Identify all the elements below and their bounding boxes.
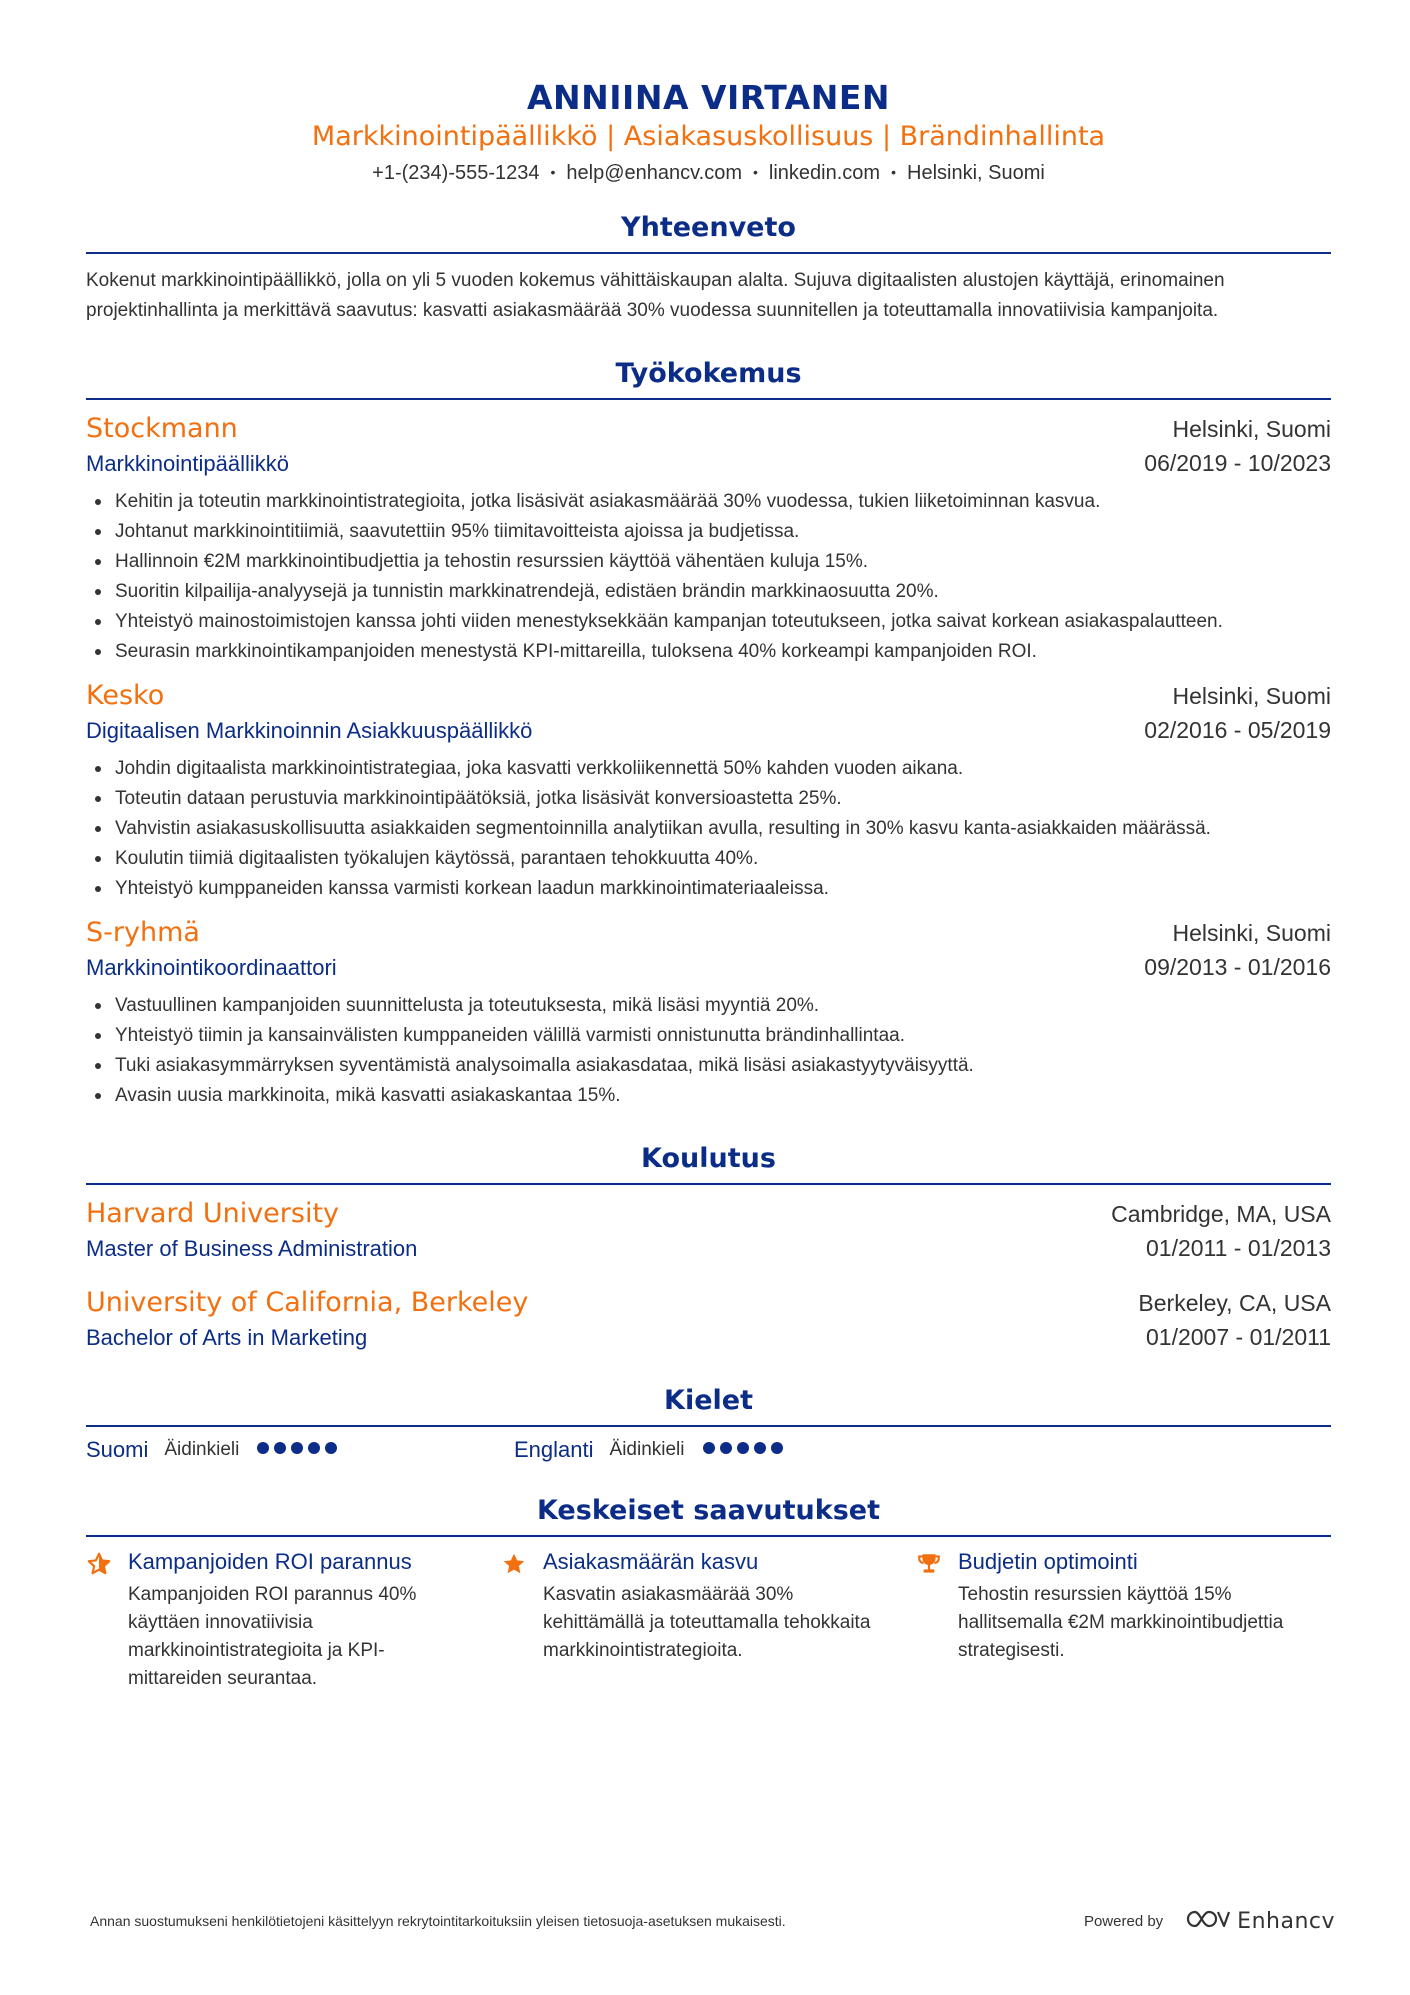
rating-dot xyxy=(325,1442,337,1454)
job-bullets xyxy=(86,754,1331,904)
rating-dot xyxy=(308,1442,320,1454)
achievement-item xyxy=(86,1547,501,1693)
school-name: Harvard University xyxy=(86,1198,340,1229)
rating-dot xyxy=(771,1442,783,1454)
candidate-name: ANNIINA VIRTANEN xyxy=(527,78,890,117)
bullet: Yhteistyö tiimin ja kansainvälisten kumppaneiden välillä varmisti onnistunutta brändinhallintaa. xyxy=(86,1021,1331,1051)
rating-dot xyxy=(754,1442,766,1454)
rating-dot xyxy=(291,1442,303,1454)
enhancv-logo-icon xyxy=(1185,1908,1231,1934)
achievement-description: Kasvatin asiakasmäärää 30% kehittämällä ja toteuttamalla tehokkaita markkinointistrategioita. xyxy=(543,1584,871,1661)
email: help@enhancv.com xyxy=(566,162,743,184)
achievements-section xyxy=(86,1493,1331,1693)
achievement-description: Kampanjoiden ROI parannus 40% käyttäen innovatiivisia markkinointistrategioita ja KPI-mittareiden seurantaa. xyxy=(128,1584,417,1689)
school-location: Cambridge, MA, USA xyxy=(1111,1201,1331,1227)
experience-section xyxy=(86,356,1331,1111)
job-role: Markkinointikoordinaattori xyxy=(86,955,337,980)
bullet: Vastuullinen kampanjoiden suunnittelusta ja toteutuksesta, mikä lisäsi myyntiä 20%. xyxy=(86,991,1331,1021)
bullet: Suoritin kilpailija-analyysejä ja tunnistin markkinatrendejä, edistäen brändin markkinaosuutta 20%. xyxy=(86,577,1331,607)
brand-name: Enhancv xyxy=(1237,1908,1335,1934)
language-item xyxy=(86,1437,514,1463)
achievement-title: Budjetin optimointi xyxy=(958,1549,1138,1574)
section-title-experience: Työkokemus xyxy=(86,356,1331,400)
bullet: Johdin digitaalista markkinointistrategiaa, joka kasvatti verkkoliikennettä 50% kahden vuoden aikana. xyxy=(86,754,1331,784)
company-name: Kesko xyxy=(86,680,165,711)
bullet: Toteutin dataan perustuvia markkinointipäätöksiä, jotka lisäsivät konversioastetta 25%. xyxy=(86,784,1331,814)
education-entry xyxy=(86,1284,1331,1353)
powered-by xyxy=(1084,1908,1335,1934)
contact-line xyxy=(86,157,1331,188)
resume-page xyxy=(86,78,1331,1693)
bullet: Yhteistyö mainostoimistojen kanssa johti viiden menestyksekkään kampanjan toteutukseen, jotka saivat korkean asiakaspalautteen. xyxy=(86,607,1331,637)
education-entry xyxy=(86,1195,1331,1264)
language-rating xyxy=(703,1441,788,1459)
job-role: Markkinointipäällikkö xyxy=(86,451,289,476)
rating-dot xyxy=(720,1442,732,1454)
separator: • xyxy=(550,164,556,180)
achievement-title: Asiakasmäärän kasvu xyxy=(543,1549,759,1574)
job-bullets xyxy=(86,487,1331,667)
location: Helsinki, Suomi xyxy=(907,162,1045,184)
company-name: S-ryhmä xyxy=(86,917,200,948)
bullet: Yhteistyö kumppaneiden kanssa varmisti korkean laadun markkinointimateriaaleissa. xyxy=(86,874,1331,904)
rating-dot xyxy=(257,1442,269,1454)
bullet: Koulutin tiimiä digitaalisten työkalujen käytössä, parantaen tehokkuutta 40%. xyxy=(86,844,1331,874)
job-dates: 02/2016 - 05/2019 xyxy=(1144,717,1331,743)
job-location: Helsinki, Suomi xyxy=(1172,683,1331,709)
language-level: Äidinkieli xyxy=(164,1439,240,1460)
education-dates: 01/2011 - 01/2013 xyxy=(1145,1235,1331,1261)
languages-section xyxy=(86,1383,1331,1463)
company-name: Stockmann xyxy=(86,413,238,444)
section-title-achievements: Keskeiset saavutukset xyxy=(86,1493,1331,1537)
job-dates: 06/2019 - 10/2023 xyxy=(1144,450,1331,476)
school-name: University of California, Berkeley xyxy=(86,1287,529,1318)
section-title-summary: Yhteenveto xyxy=(86,210,1331,254)
language-name: Englanti xyxy=(514,1437,594,1462)
linkedin: linkedin.com xyxy=(768,162,881,184)
phone: +1-(234)-555-1234 xyxy=(372,162,540,184)
school-location: Berkeley, CA, USA xyxy=(1138,1290,1331,1316)
bullet: Kehitin ja toteutin markkinointistrategioita, jotka lisäsivät asiakasmäärää 30% vuodessa, tukien liiketoiminnan kasvua. xyxy=(86,487,1331,517)
achievement-item xyxy=(916,1547,1331,1693)
rating-dot xyxy=(737,1442,749,1454)
powered-by-label: Powered by xyxy=(1083,1912,1164,1930)
section-title-education: Koulutus xyxy=(86,1141,1331,1185)
bullet: Seurasin markkinointikampanjoiden menestystä KPI-mittareilla, tuloksena 40% korkeampi kampanjoiden ROI. xyxy=(86,637,1331,667)
job-dates: 09/2013 - 01/2016 xyxy=(1144,954,1331,980)
job-entry xyxy=(86,677,1331,904)
bullet: Johtanut markkinointitiimiä, saavutettiin 95% tiimitavoitteista ajoissa ja budjetissa. xyxy=(86,517,1331,547)
achievement-description: Tehostin resurssien käyttöä 15% hallitsemalla €2M markkinointibudjettia strategisesti. xyxy=(958,1584,1284,1661)
language-name: Suomi xyxy=(86,1437,149,1462)
job-location: Helsinki, Suomi xyxy=(1172,920,1331,946)
job-entry xyxy=(86,914,1331,1111)
separator: • xyxy=(891,164,896,180)
gdpr-consent: Annan suostumukseni henkilötietojeni käsittelyyn rekrytointitarkoituksiin yleisen tietosuoja-asetuksen mukaisesti. xyxy=(90,1913,786,1929)
separator: • xyxy=(753,164,758,180)
education-section xyxy=(86,1141,1331,1353)
rating-dot xyxy=(274,1442,286,1454)
bullet: Avasin uusia markkinoita, mikä kasvatti asiakaskantaa 15%. xyxy=(86,1081,1331,1111)
bullet: Tuki asiakasymmärryksen syventämistä analysoimalla asiakasdataa, mikä lisäsi asiakastyytyväisyyttä. xyxy=(86,1051,1331,1081)
language-item xyxy=(514,1437,942,1463)
job-role: Digitaalisen Markkinoinnin Asiakkuuspäällikkö xyxy=(86,718,533,743)
section-title-languages: Kielet xyxy=(86,1383,1331,1427)
headline: Markkinointipäällikkö | Asiakasuskollisuus | Brändinhallinta xyxy=(311,121,1106,152)
trophy-icon xyxy=(916,1547,958,1693)
bullet: Vahvistin asiakasuskollisuutta asiakkaiden segmentoinnilla analytiikan avulla, resulting in 30% kasvu kanta-asiakkaiden määrässä. xyxy=(86,814,1331,844)
job-bullets xyxy=(86,991,1331,1111)
star-icon xyxy=(501,1547,543,1693)
star-outline-icon xyxy=(86,1547,128,1693)
job-entry xyxy=(86,410,1331,667)
rating-dot xyxy=(703,1442,715,1454)
summary-section xyxy=(86,210,1331,326)
job-location: Helsinki, Suomi xyxy=(1172,416,1331,442)
achievement-item xyxy=(501,1547,916,1693)
language-rating xyxy=(257,1441,342,1459)
achievement-title: Kampanjoiden ROI parannus xyxy=(128,1549,412,1574)
language-level: Äidinkieli xyxy=(609,1439,685,1460)
footer xyxy=(90,1908,1335,1934)
degree: Bachelor of Arts in Marketing xyxy=(86,1325,368,1350)
bullet: Hallinnoin €2M markkinointibudjettia ja tehostin resurssien käyttöä vähentäen kuluja 15%. xyxy=(86,547,1331,577)
degree: Master of Business Administration xyxy=(86,1236,418,1261)
summary-text: Kokenut markkinointipäällikkö, jolla on yli 5 vuoden kokemus vähittäiskaupan alalta. Sujuva digitaalisten alustojen käyttäjä, erinomainen projektinhallinta ja merkittävä saavutus: kasvatti asiakasmäärää 30% vuodessa suunnitellen ja toteuttamalla innovatiivisia kampanjoita. xyxy=(86,270,1225,321)
education-dates: 01/2007 - 01/2011 xyxy=(1145,1324,1331,1350)
